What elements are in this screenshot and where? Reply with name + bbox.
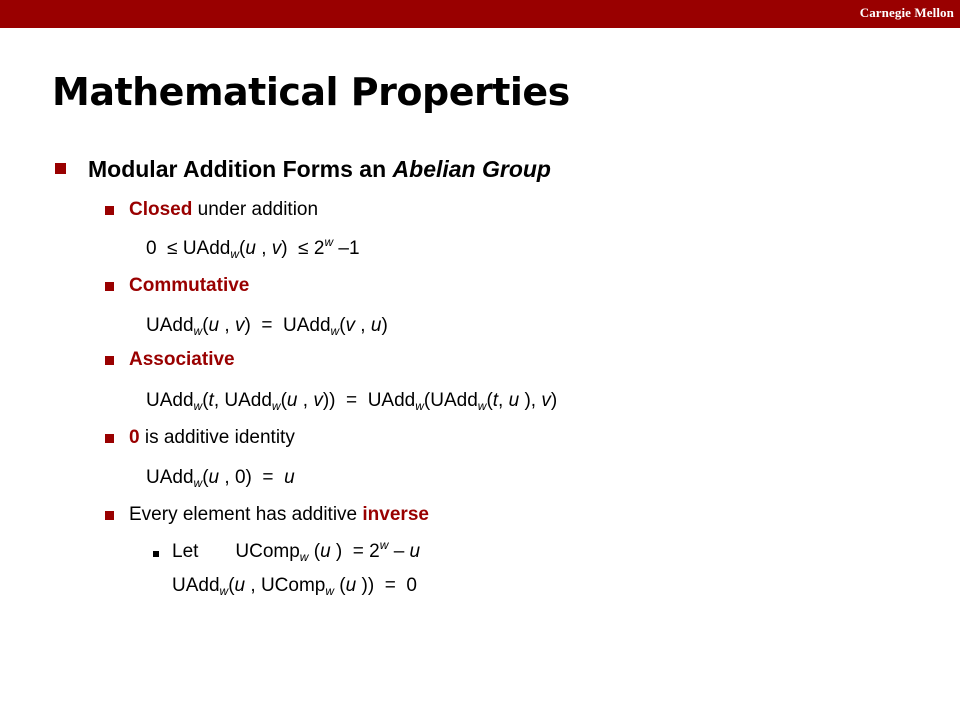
main-bullet bbox=[88, 156, 551, 183]
small-square-bullet-icon bbox=[153, 551, 159, 557]
square-bullet-icon bbox=[105, 511, 114, 520]
identity-rest: is additive identity bbox=[139, 427, 295, 448]
main-bullet-italic: Abelian Group bbox=[392, 156, 551, 182]
main-bullet-text: Modular Addition Forms an bbox=[88, 156, 393, 182]
commutative-bullet bbox=[129, 275, 249, 297]
inverse-keyword: inverse bbox=[362, 504, 429, 525]
brand-logo: Carnegie Mellon bbox=[859, 5, 954, 20]
identity-formula: UAdd$_w$(u , 0) = u bbox=[146, 467, 295, 490]
inverse-formula: UAdd$_w$(u , UComp$_w$ (u )) = 0 bbox=[172, 575, 417, 598]
closed-keyword: Closed bbox=[129, 199, 193, 220]
associative-bullet bbox=[129, 349, 235, 371]
commutative-keyword: Commutative bbox=[129, 275, 250, 296]
inverse-bullet bbox=[129, 504, 429, 526]
square-bullet-icon bbox=[55, 163, 66, 174]
identity-keyword: 0 bbox=[129, 427, 140, 448]
associative-formula: UAdd$_w$(t, UAdd$_w$(u , v)) = UAdd$_w$(UAdd$_w$(t, u ), v) bbox=[146, 390, 558, 413]
inverse-text: Every element has additive bbox=[129, 504, 363, 525]
closed-rest: under addition bbox=[192, 199, 319, 220]
square-bullet-icon bbox=[105, 282, 114, 291]
inverse-definition: Let UComp$_w$ (u ) = $2^w$ – u bbox=[172, 538, 421, 564]
header-bar bbox=[0, 0, 960, 28]
square-bullet-icon bbox=[105, 206, 114, 215]
square-bullet-icon bbox=[105, 434, 114, 443]
closed-bullet bbox=[129, 199, 318, 221]
slide-title: Mathematical Properties bbox=[52, 70, 570, 114]
square-bullet-icon bbox=[105, 356, 114, 365]
closed-formula: 0 ≤ UAdd$_w$(u , $v) \le 2^w$ –1 bbox=[146, 235, 360, 261]
let-label: Let bbox=[172, 541, 199, 562]
identity-bullet bbox=[129, 427, 295, 449]
associative-keyword: Associative bbox=[129, 349, 235, 370]
commutative-formula: UAdd$_w$(u , v) = UAdd$_w$(v , u) bbox=[146, 315, 388, 338]
